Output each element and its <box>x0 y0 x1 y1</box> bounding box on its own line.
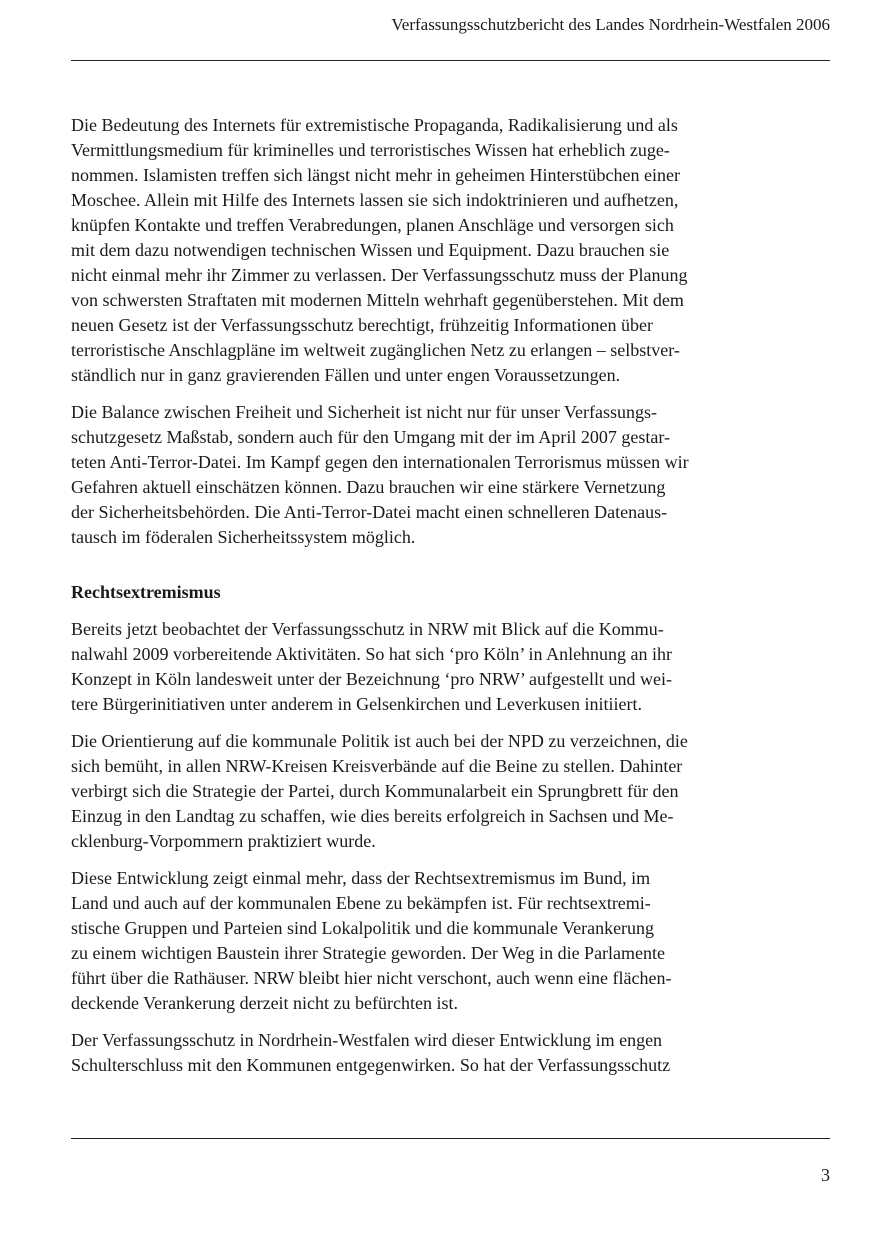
text-line: schutzgesetz Maßstab, sondern auch für den Umgang mit der im April 2007 gestar- <box>71 427 670 447</box>
section-heading: Rechtsextremismus <box>71 582 221 602</box>
footer-rule <box>71 1138 830 1139</box>
page-number: 3 <box>821 1165 830 1185</box>
text-line: Einzug in den Landtag zu schaffen, wie dies bereits erfolgreich in Sachsen und Me- <box>71 806 674 826</box>
text-line: tere Bürgerinitiativen unter anderem in Gelsenkirchen und Leverkusen initiiert. <box>71 694 642 714</box>
text-line: Vermittlungsmedium für kriminelles und terroristisches Wissen hat erheblich zuge- <box>71 140 670 160</box>
paragraph <box>71 866 791 1016</box>
text-line: nommen. Islamisten treffen sich längst nicht mehr in geheimen Hinterstübchen einer <box>71 165 680 185</box>
text-line: Der Verfassungsschutz in Nordrhein-Westfalen wird dieser Entwicklung im engen <box>71 1030 663 1050</box>
text-line: teten Anti-Terror-Datei. Im Kampf gegen den internationalen Terrorismus müssen wir <box>71 452 689 472</box>
text-line: Schulterschluss mit den Kommunen entgegenwirken. So hat der Verfassungsschutz <box>71 1055 671 1075</box>
text-line: Konzept in Köln landesweit unter der Bezeichnung ‘pro NRW’ aufgestellt und wei- <box>71 669 672 689</box>
running-header: Verfassungsschutzbericht des Landes Nordrhein-Westfalen 2006 <box>391 15 830 34</box>
text-line: Moschee. Allein mit Hilfe des Internets lassen sie sich indoktrinieren und aufhetzen, <box>71 190 679 210</box>
text-line: Land und auch auf der kommunalen Ebene zu bekämpfen ist. Für rechtsextremi- <box>71 893 651 913</box>
text-line: Gefahren aktuell einschätzen können. Dazu brauchen wir eine stärkere Vernetzung <box>71 477 666 497</box>
text-line: der Sicherheitsbehörden. Die Anti-Terror-Datei macht einen schnelleren Datenaus- <box>71 502 668 522</box>
text-line: neuen Gesetz ist der Verfassungsschutz berechtigt, frühzeitig Informationen über <box>71 315 653 335</box>
body-text <box>71 113 791 1090</box>
text-line: Die Orientierung auf die kommunale Politik ist auch bei der NPD zu verzeichnen, die <box>71 731 688 751</box>
paragraph <box>71 729 791 854</box>
text-line: cklenburg-Vorpommern praktiziert wurde. <box>71 831 376 851</box>
paragraph <box>71 617 791 717</box>
paragraph <box>71 1028 791 1078</box>
paragraph <box>71 113 791 388</box>
text-line: ständlich nur in ganz gravierenden Fällen und unter engen Voraussetzungen. <box>71 365 621 385</box>
text-line: führt über die Rathäuser. NRW bleibt hier nicht verschont, auch wenn eine flächen- <box>71 968 672 988</box>
text-line: nalwahl 2009 vorbereitende Aktivitäten. So hat sich ‘pro Köln’ in Anlehnung an ihr <box>71 644 673 664</box>
text-line: von schwersten Straftaten mit modernen Mitteln wehrhaft gegenüberstehen. Mit dem <box>71 290 684 310</box>
text-line: Die Bedeutung des Internets für extremistische Propaganda, Radikalisierung und als <box>71 115 678 135</box>
text-line: sich bemüht, in allen NRW-Kreisen Kreisverbände auf die Beine zu stellen. Dahinter <box>71 756 683 776</box>
text-line: Die Balance zwischen Freiheit und Sicherheit ist nicht nur für unser Verfassungs- <box>71 402 658 422</box>
text-line: mit dem dazu notwendigen technischen Wissen und Equipment. Dazu brauchen sie <box>71 240 670 260</box>
intro-paragraphs <box>71 113 791 550</box>
text-line: terroristische Anschlagpläne im weltweit zugänglichen Netz zu erlangen – selbstver- <box>71 340 680 360</box>
paragraph <box>71 400 791 550</box>
text-line: Bereits jetzt beobachtet der Verfassungsschutz in NRW mit Blick auf die Kommu- <box>71 619 664 639</box>
text-line: tausch im föderalen Sicherheitssystem möglich. <box>71 527 416 547</box>
section-paragraphs <box>71 617 791 1078</box>
text-line: nicht einmal mehr ihr Zimmer zu verlassen. Der Verfassungsschutz muss der Planung <box>71 265 688 285</box>
text-line: stische Gruppen und Parteien sind Lokalpolitik und die kommunale Verankerung <box>71 918 655 938</box>
text-line: deckende Verankerung derzeit nicht zu befürchten ist. <box>71 993 458 1013</box>
text-line: knüpfen Kontakte und treffen Verabredungen, planen Anschläge und versorgen sich <box>71 215 674 235</box>
header-rule <box>71 60 830 61</box>
text-line: zu einem wichtigen Baustein ihrer Strategie geworden. Der Weg in die Parlamente <box>71 943 666 963</box>
text-line: Diese Entwicklung zeigt einmal mehr, dass der Rechtsextremismus im Bund, im <box>71 868 651 888</box>
text-line: verbirgt sich die Strategie der Partei, durch Kommunalarbeit ein Sprungbrett für den <box>71 781 679 801</box>
